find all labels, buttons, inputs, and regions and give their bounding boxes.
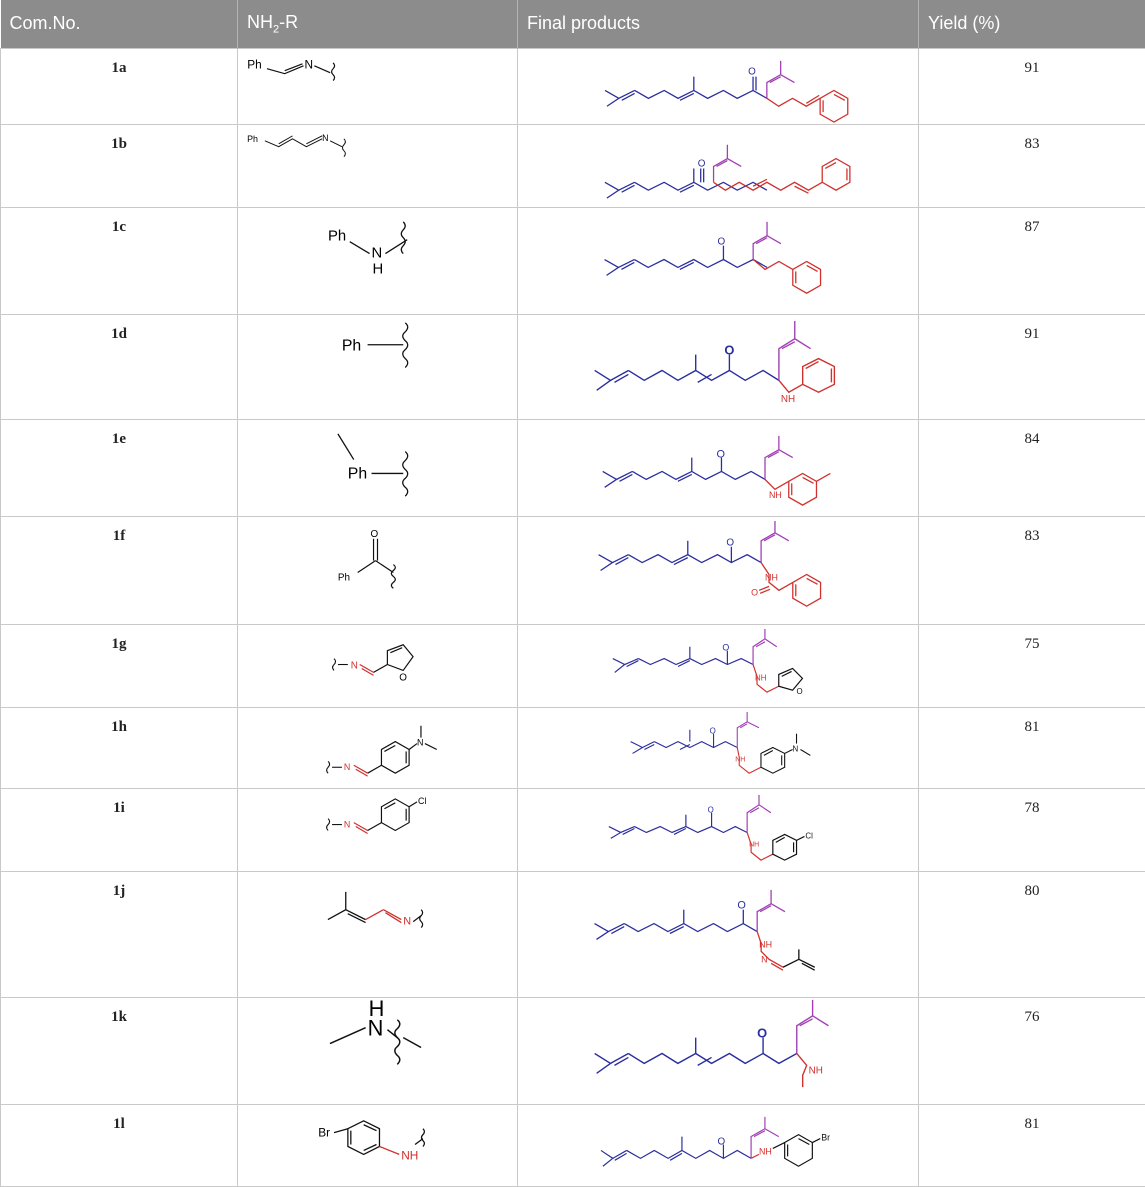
yield-value: 83	[919, 124, 1145, 207]
table-row	[1, 314, 1145, 419]
r-group-structure	[238, 419, 518, 516]
table-row	[1, 207, 1145, 314]
br-label: Br	[821, 1132, 831, 1143]
o-label: O	[717, 236, 726, 248]
nh-label: NH	[780, 393, 796, 405]
r-group-structure	[238, 48, 518, 124]
r-group-structure	[238, 624, 518, 707]
nh-label: NH	[755, 672, 767, 682]
n-label: N	[417, 737, 424, 748]
table-row	[1, 48, 1145, 124]
r-group-structure	[238, 707, 518, 788]
product-structure	[518, 997, 919, 1104]
product-structure	[518, 1104, 919, 1186]
yield-value: 83	[919, 516, 1145, 624]
o-label: O	[697, 157, 706, 169]
compound-id: 1c	[1, 207, 238, 314]
o-label: O	[751, 586, 759, 597]
o-label: O	[370, 528, 379, 540]
r-group-structure	[238, 871, 518, 997]
o-label: O	[757, 1025, 768, 1041]
compound-id: 1h	[1, 707, 238, 788]
r-group-structure	[238, 314, 518, 419]
nh-label: NH	[759, 938, 773, 949]
yield-value: 91	[919, 48, 1145, 124]
cl-label: Cl	[805, 830, 813, 840]
nh-label: NH	[768, 489, 782, 500]
cl-label: Cl	[418, 795, 427, 806]
o-label: O	[707, 805, 714, 815]
header-compound-number: Com.No.	[9, 13, 81, 34]
compound-id: 1j	[1, 871, 238, 997]
r-group-structure	[238, 1104, 518, 1186]
product-structure	[518, 124, 919, 207]
o-label: O	[717, 1136, 726, 1148]
n-label: N	[792, 743, 799, 753]
table-row	[1, 997, 1145, 1104]
ph-label: Ph	[341, 337, 362, 355]
ph-label: Ph	[247, 57, 262, 72]
n-label: N	[761, 953, 768, 964]
compound-id: 1k	[1, 997, 238, 1104]
n-label: N	[343, 761, 351, 772]
o-label: O	[709, 726, 716, 736]
product-structure	[518, 871, 919, 997]
nh-label: NH	[749, 840, 760, 848]
n-label: N	[322, 132, 329, 143]
compound-id: 1g	[1, 624, 238, 707]
compound-id: 1a	[1, 48, 238, 124]
yield-value: 81	[919, 707, 1145, 788]
nh-label: NH	[735, 755, 746, 763]
n-label: N	[371, 245, 383, 262]
compound-id: 1d	[1, 314, 238, 419]
compound-id: 1f	[1, 516, 238, 624]
table-row	[1, 871, 1145, 997]
product-structure	[518, 788, 919, 871]
ph-label: Ph	[347, 464, 368, 482]
r-group-structure	[238, 788, 518, 871]
compound-id: 1l	[1, 1104, 238, 1186]
nh-label: NH	[758, 1145, 772, 1156]
o-label: O	[724, 342, 735, 358]
product-structure	[518, 516, 919, 624]
r-group-structure	[238, 207, 518, 314]
h-label: H	[368, 997, 385, 1021]
table-row	[1, 788, 1145, 871]
yield-value: 84	[919, 419, 1145, 516]
ph-label: Ph	[337, 571, 350, 583]
n-label: N	[304, 57, 314, 72]
o-label: O	[737, 899, 746, 912]
table-row	[1, 624, 1145, 707]
n-label: N	[350, 659, 358, 671]
o-label: O	[722, 642, 730, 653]
compound-id: 1i	[1, 788, 238, 871]
h-label: H	[372, 260, 384, 277]
r-group-structure	[238, 124, 518, 207]
o-label: O	[726, 537, 735, 549]
table-row	[1, 124, 1145, 207]
ph-label: Ph	[327, 228, 347, 245]
br-label: Br	[318, 1125, 331, 1140]
product-structure	[518, 624, 919, 707]
n-label: N	[367, 1015, 384, 1041]
nh-label: NH	[808, 1064, 823, 1076]
product-structure	[518, 207, 919, 314]
n-label: N	[343, 819, 351, 830]
yield-value: 76	[919, 997, 1145, 1104]
o-label: O	[716, 448, 725, 461]
n-label: N	[403, 915, 412, 928]
table-header-row	[1, 0, 1145, 48]
nh-label: NH	[401, 1147, 419, 1162]
table-row	[1, 1104, 1145, 1186]
product-structure	[518, 48, 919, 124]
header-nh2-r: $NH_2-R$	[238, 0, 518, 48]
product-structure	[518, 314, 919, 419]
compound-id: 1e	[1, 419, 238, 516]
yield-value: 81	[919, 1104, 1145, 1186]
yield-value: 80	[919, 871, 1145, 997]
nh-label: NH	[765, 571, 778, 582]
yield-value: 78	[919, 788, 1145, 871]
table-row	[1, 707, 1145, 788]
table-row	[1, 516, 1145, 624]
r-group-structure	[238, 997, 518, 1104]
o-label: O	[748, 66, 756, 78]
o-label: O	[399, 671, 407, 683]
yield-value: 87	[919, 207, 1145, 314]
yield-value: 91	[919, 314, 1145, 419]
product-structure	[518, 419, 919, 516]
ph-label: Ph	[247, 133, 258, 144]
table-row	[1, 419, 1145, 516]
compound-id: 1b	[1, 124, 238, 207]
header-final-products: Final products	[518, 0, 919, 48]
r-group-structure	[238, 516, 518, 624]
o-label: O	[796, 686, 803, 696]
header-yield: Yield (%)	[919, 0, 1145, 48]
product-structure	[518, 707, 919, 788]
yield-value: 75	[919, 624, 1145, 707]
